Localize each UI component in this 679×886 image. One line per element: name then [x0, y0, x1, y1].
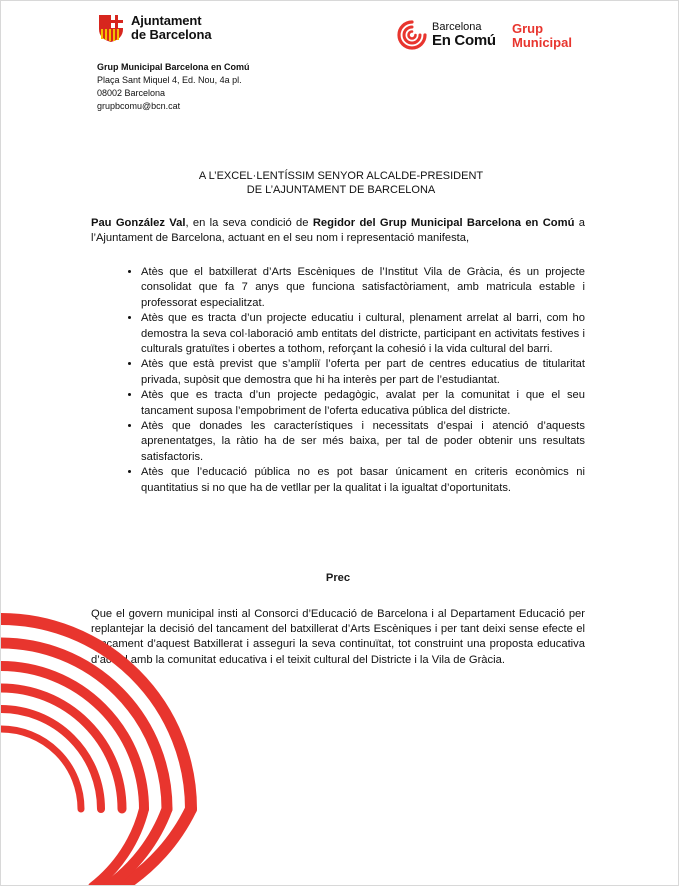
intro-text-2: a l’Ajuntament de Barcelona, actuant en el seu nom i representació manifesta,	[91, 217, 585, 245]
barcelona-shield-icon	[97, 13, 125, 43]
bcomu-logo	[396, 19, 496, 51]
bcomu-logo-line1: Barcelona	[432, 20, 482, 33]
sender-postal: 08002 Barcelona	[97, 88, 166, 98]
decorative-spiral-icon	[1, 611, 231, 886]
addressee-line2: DE L’AJUNTAMENT DE BARCELONA	[246, 184, 436, 196]
ajuntament-logo-line1: Ajuntament	[131, 13, 202, 28]
sender-email: grupbcomu@bcn.cat	[97, 101, 181, 111]
sender-block	[97, 61, 250, 113]
list-item: • Atès que l’educació pública no es pot basar únicament en criteris econòmics ni quantitatius si no que ha de vetllar per la qualitat i la igualtat d’oportunitats.	[141, 465, 585, 496]
addressee-line1: A L’EXCEL·LENTÍSSIM SENYOR ALCALDE-PRESIDENT	[198, 170, 484, 182]
bcomu-swirl-icon	[396, 19, 428, 51]
bcomu-logo-line2: En Comú	[432, 31, 496, 49]
addressee-block	[91, 169, 591, 197]
list-item: • Atès que es tracta d’un projecte educatiu i cultural, plenament arrelat al barri, com ho demostra la seva col·laboració amb entitats del districte, participant en activitats festives i culturals gratuïtes i obertes a tothom, reforçant la cohesió i la vida cultural del barri.	[141, 311, 585, 357]
intro-text-1: , en la seva condició de	[185, 217, 313, 229]
grup-logo-line2: Municipal	[512, 35, 572, 50]
ajuntament-logo	[97, 13, 211, 43]
list-item: • Atès que està previst que s’ampliï l’oferta per part de centres educatius de titularitat privada, supòsit que demostra que hi ha interès per part de l’estudiantat.	[141, 357, 585, 388]
list-item: • Atès que el batxillerat d’Arts Escèniques de l’Institut Vila de Gràcia, és un projecte consolidat que fa 7 anys que funciona satisfactòriament, amb matricula estable i professorat especialitzat.	[141, 265, 585, 311]
list-item: • Atès que es tracta d’un projecte pedagògic, avalat per la comunitat i que el seu tancament suposa l’empobriment de l’oferta educativa pública del districte.	[141, 388, 585, 419]
prec-heading: Prec	[325, 572, 351, 584]
list-item: • Atès que donades les característiques i necessitats d’espai i atenció d’aquests aprenentatges, la ràtio ha de ser més baixa, per tal de poder obtenir uns resultats satisfactoris.	[141, 419, 585, 465]
grup-municipal-logo	[512, 22, 572, 50]
councillor-role: Regidor del Grup Municipal Barcelona en Comú	[312, 217, 575, 229]
intro-paragraph	[91, 216, 585, 247]
councillor-name: Pau González Val	[91, 217, 186, 229]
whereas-list	[105, 265, 585, 496]
closing-paragraph: Que el govern municipal insti al Consorci d’Educació de Barcelona i al Departament Educació per replantejar la decisió del tancament del batxillerat d’Arts Escèniques i per tant deixi sense efecte el tancament d’aquest Batxillerat i asseguri la seva continuïtat, tot construint una proposta educativa d’acord amb la comunitat educativa i el teixit cultural del Districte i la Vila de Gràcia.	[91, 608, 585, 666]
grup-logo-line1: Grup	[512, 21, 544, 36]
sender-name: Grup Municipal Barcelona en Comú	[97, 62, 250, 72]
ajuntament-logo-line2: de Barcelona	[131, 27, 212, 42]
sender-address: Plaça Sant Miquel 4, Ed. Nou, 4a pl.	[97, 75, 242, 85]
